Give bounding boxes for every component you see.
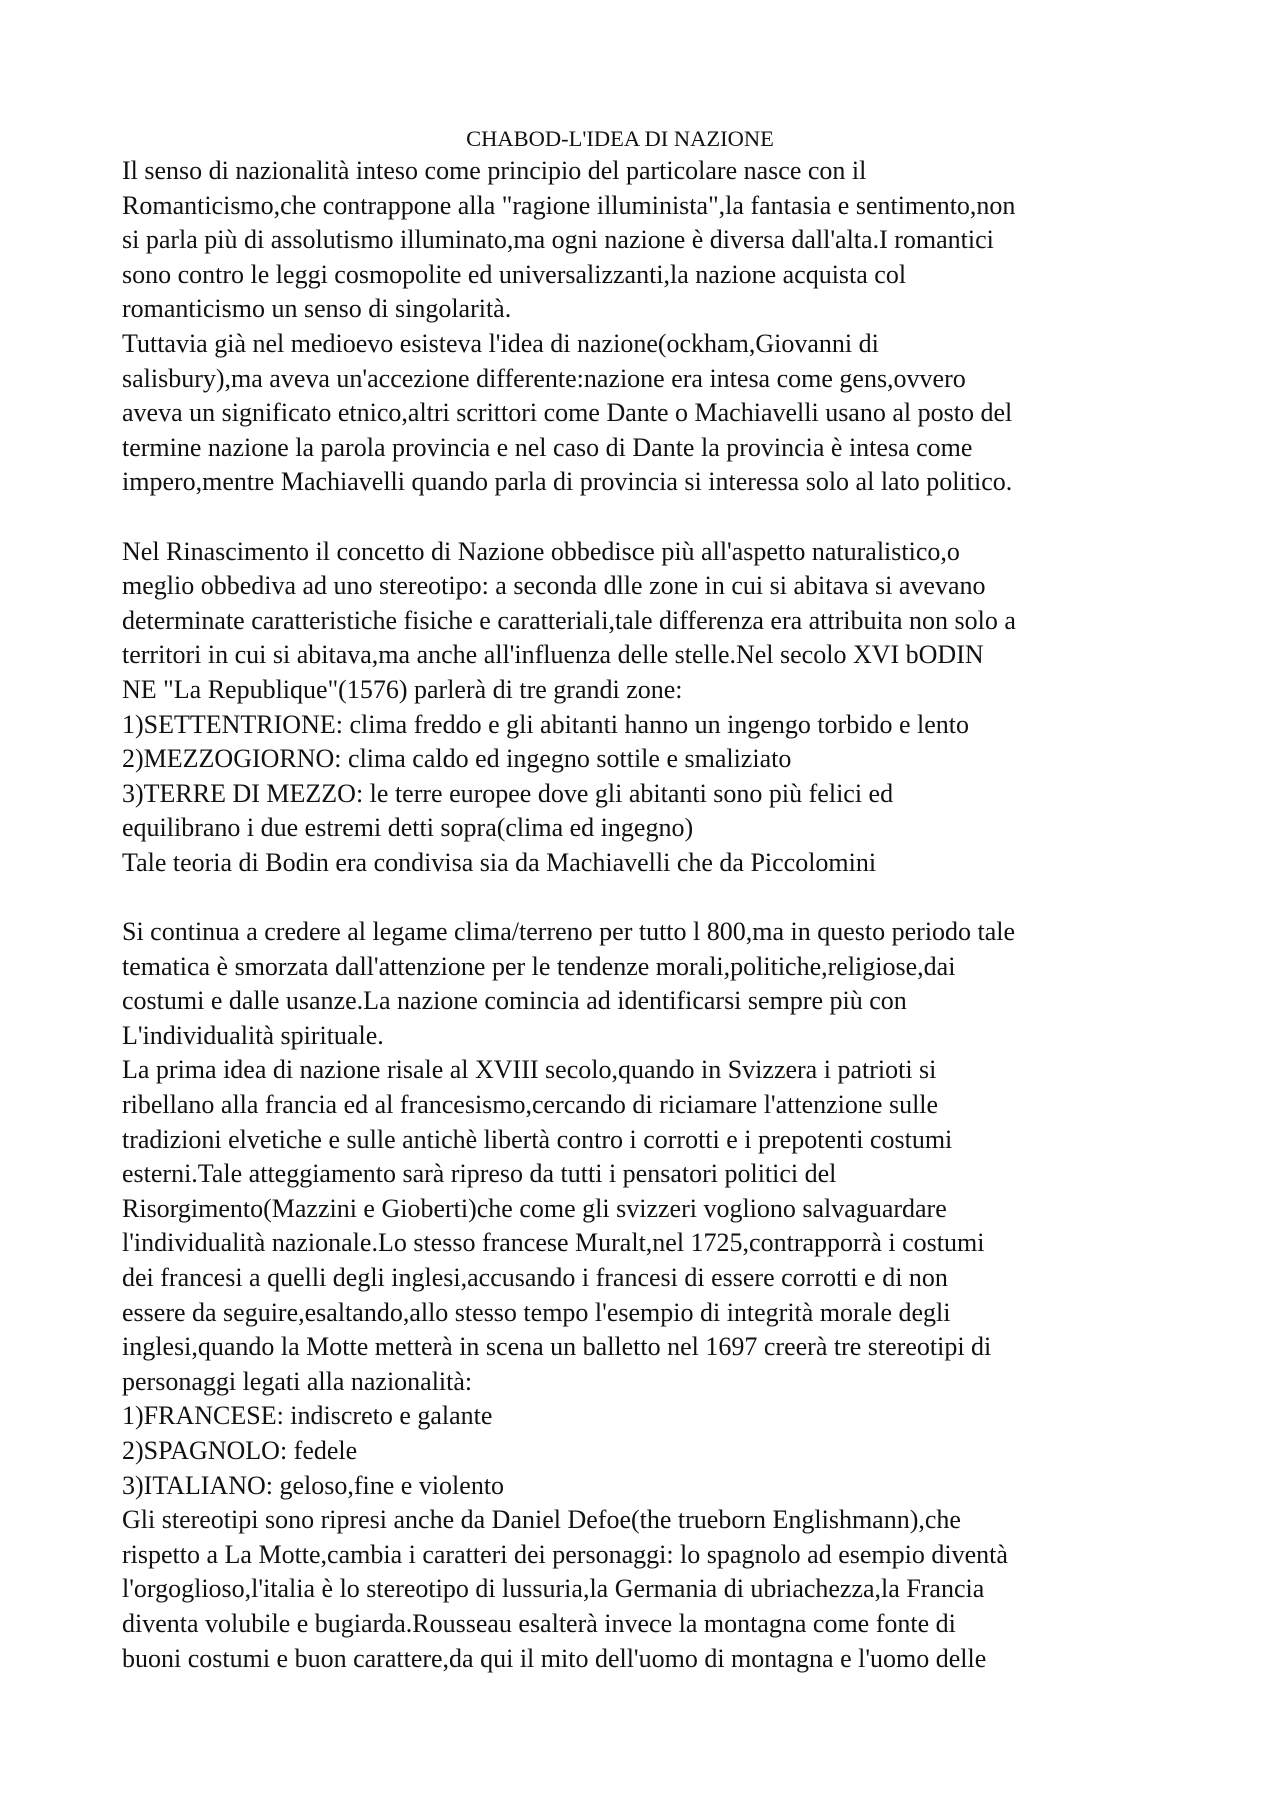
text-line: Nel Rinascimento il concetto di Nazione obbedisce più all'aspetto naturalistico,o [122, 536, 960, 566]
text-line: Tuttavia già nel medioevo esisteva l'idea di nazione(ockham,Giovanni di [122, 328, 879, 358]
text-line: costumi e dalle usanze.La nazione comincia ad identificarsi sempre più con [122, 986, 907, 1016]
text-line: meglio obbediva ad uno stereotipo: a seconda dlle zone in cui si abitava si avevano [122, 571, 986, 601]
document-title: CHABOD-L'IDEA DI NAZIONE [466, 126, 774, 151]
text-line: si parla più di assolutismo illuminato,ma ogni nazione è diversa dall'alta.I romantici [122, 225, 994, 255]
text-line: 2)SPAGNOLO: fedele [122, 1435, 358, 1465]
text-line: equilibrano i due estremi detti sopra(clima ed ingegno) [122, 813, 694, 843]
text-line: impero,mentre Machiavelli quando parla di provincia si interessa solo al lato politico. [122, 467, 1013, 497]
text-line: l'orgoglioso,l'italia è lo stereotipo di lussuria,la Germania di ubriachezza,la Francia [122, 1574, 985, 1604]
text-line: 2)MEZZOGIORNO: clima caldo ed ingegno sottile e smaliziato [122, 744, 792, 774]
text-line: ribellano alla francia ed al francesismo,cercando di riciamare l'attenzione sulle [122, 1090, 939, 1120]
text-line: personaggi legati alla nazionalità: [122, 1366, 473, 1396]
text-line: L'individualità spirituale. [122, 1020, 384, 1050]
text-line: sono contro le leggi cosmopolite ed universalizzanti,la nazione acquista col [122, 259, 907, 289]
text-line: La prima idea di nazione risale al XVIII secolo,quando in Svizzera i patrioti si [122, 1055, 937, 1085]
text-line: l'individualità nazionale.Lo stesso francese Muralt,nel 1725,contrapporrà i costumi [122, 1228, 985, 1258]
text-line: aveva un significato etnico,altri scrittori come Dante o Machiavelli usano al posto del [122, 398, 1013, 428]
text-line: Si continua a credere al legame clima/terreno per tutto l 800,ma in questo periodo tale [122, 917, 1016, 947]
text-line: essere da seguire,esaltando,allo stesso tempo l'esempio di integrità morale degli [122, 1297, 951, 1327]
text-line: determinate caratteristiche fisiche e caratteriali,tale differenza era attribuita non solo a [122, 605, 1016, 635]
text-line: 1)FRANCESE: indiscreto e galante [122, 1401, 493, 1431]
text-line: tradizioni elvetiche e sulle antichè libertà contro i corrotti e i prepotenti costumi [122, 1124, 953, 1154]
blank-line [122, 500, 1182, 535]
text-line: 3)TERRE DI MEZZO: le terre europee dove gli abitanti sono più felici ed [122, 778, 894, 808]
text-line: NE "La Republique"(1576) parlerà di tre grandi zone: [122, 674, 683, 704]
text-line: rispetto a La Motte,cambia i caratteri dei personaggi: lo spagnolo ad esempio diventà [122, 1539, 1008, 1569]
text-line: Gli stereotipi sono ripresi anche da Daniel Defoe(the trueborn Englishmann),che [122, 1505, 961, 1535]
text-line: dei francesi a quelli degli inglesi,accusando i francesi di essere corrotti e di non [122, 1263, 948, 1292]
text-line: salisbury),ma aveva un'accezione differente:nazione era intesa come gens,ovvero [122, 363, 966, 393]
text-line: Risorgimento(Mazzini e Gioberti)che come gli svizzeri vogliono salvaguardare [122, 1193, 947, 1223]
text-line: 1)SETTENTRIONE: clima freddo e gli abitanti hanno un ingengo torbido e lento [122, 709, 969, 739]
text-line: tematica è smorzata dall'attenzione per le tendenze morali,politiche,religiose,dai [122, 951, 956, 981]
text-line: Romanticismo,che contrappone alla "ragione illuminista",la fantasia e sentimento,non [122, 190, 1016, 220]
text-line: termine nazione la parola provincia e nel caso di Dante la provincia è intesa come [122, 432, 973, 462]
text-line: 3)ITALIANO: geloso,fine e violento [122, 1470, 505, 1500]
text-line: romanticismo un senso di singolarità. [122, 294, 512, 324]
document-body [122, 154, 1182, 1676]
blank-line [122, 880, 1182, 915]
text-line: Tale teoria di Bodin era condivisa sia da Machiavelli che da Piccolomini [122, 847, 877, 877]
text-line: esterni.Tale atteggiamento sarà ripreso da tutti i pensatori politici del [122, 1159, 837, 1189]
text-line: inglesi,quando la Motte metterà in scena un balletto nel 1697 creerà tre stereotipi di [122, 1332, 992, 1362]
text-line: diventa volubile e bugiarda.Rousseau esalterà invece la montagna come fonte di [122, 1608, 956, 1638]
text-line: territori in cui si abitava,ma anche all'influenza delle stelle.Nel secolo XVI bODIN [122, 640, 984, 670]
text-line: buoni costumi e buon carattere,da qui il mito dell'uomo di montagna e l'uomo delle [122, 1643, 987, 1673]
text-line: Il senso di nazionalità inteso come principio del particolare nasce con il [122, 156, 867, 185]
